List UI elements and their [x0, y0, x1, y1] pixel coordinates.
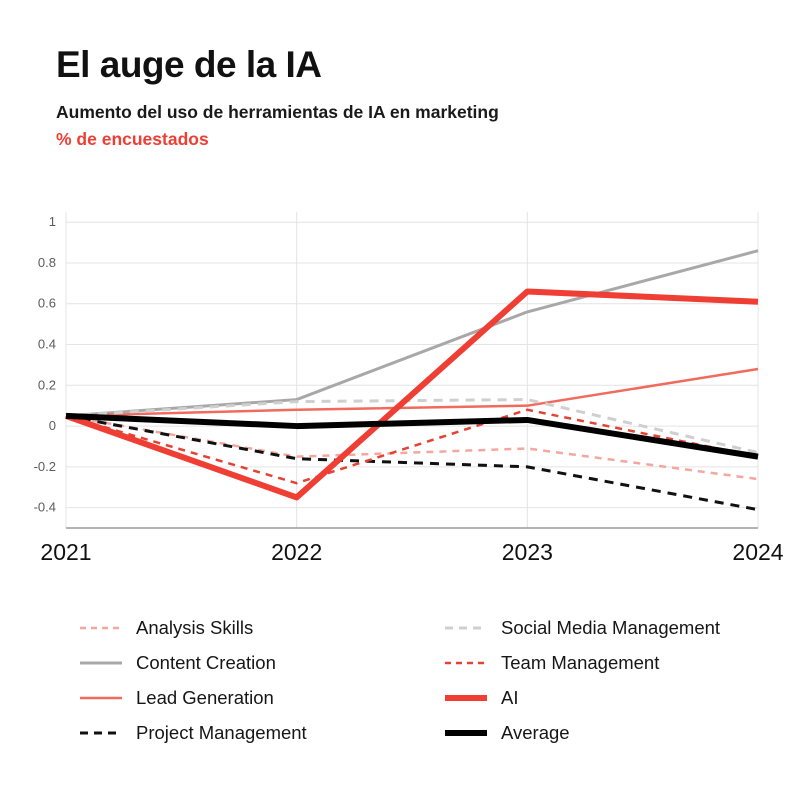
legend-item[interactable] [80, 722, 445, 744]
legend-label: Project Management [136, 721, 307, 743]
legend-item[interactable] [445, 722, 780, 744]
chart-units-label: % de encuestados [56, 129, 209, 149]
y-axis-tick-label: -0.4 [33, 499, 56, 515]
legend-swatch-icon [445, 621, 487, 635]
y-axis-tick-label: 0.6 [37, 295, 56, 311]
x-axis-tick-label: 2022 [271, 539, 323, 565]
line-chart-svg [0, 190, 800, 570]
legend-swatch-icon [80, 726, 122, 740]
legend-label: Content Creation [136, 651, 276, 673]
x-axis-tick-label: 2024 [732, 539, 784, 565]
legend-item[interactable] [80, 652, 445, 674]
legend-item[interactable] [80, 687, 445, 709]
legend-swatch-icon [445, 691, 487, 705]
legend-label: AI [501, 686, 519, 708]
legend-label: Average [501, 721, 570, 743]
legend-item[interactable] [445, 617, 780, 639]
y-axis-tick-label: -0.2 [33, 458, 56, 474]
y-axis-tick-label: 0.4 [37, 336, 56, 352]
chart-legend [80, 610, 780, 750]
legend-label: Social Media Management [501, 616, 721, 638]
legend-item[interactable] [445, 687, 780, 709]
y-axis-tick-label: 0 [48, 418, 56, 434]
x-axis-tick-label: 2023 [501, 539, 553, 565]
chart-subtitle: Aumento del uso de herramientas de IA en marketing [56, 102, 499, 122]
chart-header [56, 44, 756, 150]
y-axis-tick-label: 0.2 [37, 377, 56, 393]
legend-swatch-icon [445, 726, 487, 740]
x-axis-tick-label: 2021 [40, 539, 92, 565]
legend-swatch-icon [80, 621, 122, 635]
y-axis-tick-label: 0.8 [37, 254, 56, 270]
legend-label: Analysis Skills [136, 616, 254, 638]
page-title: El auge de la IA [56, 44, 322, 85]
legend-item[interactable] [80, 617, 445, 639]
legend-swatch-icon [80, 656, 122, 670]
legend-swatch-icon [80, 691, 122, 705]
legend-label: Lead Generation [136, 686, 274, 708]
chart-plot-area [0, 190, 800, 570]
legend-item[interactable] [445, 652, 780, 674]
legend-label: Team Management [501, 651, 660, 673]
y-axis-tick-label: 1 [48, 214, 56, 230]
legend-swatch-icon [445, 656, 487, 670]
